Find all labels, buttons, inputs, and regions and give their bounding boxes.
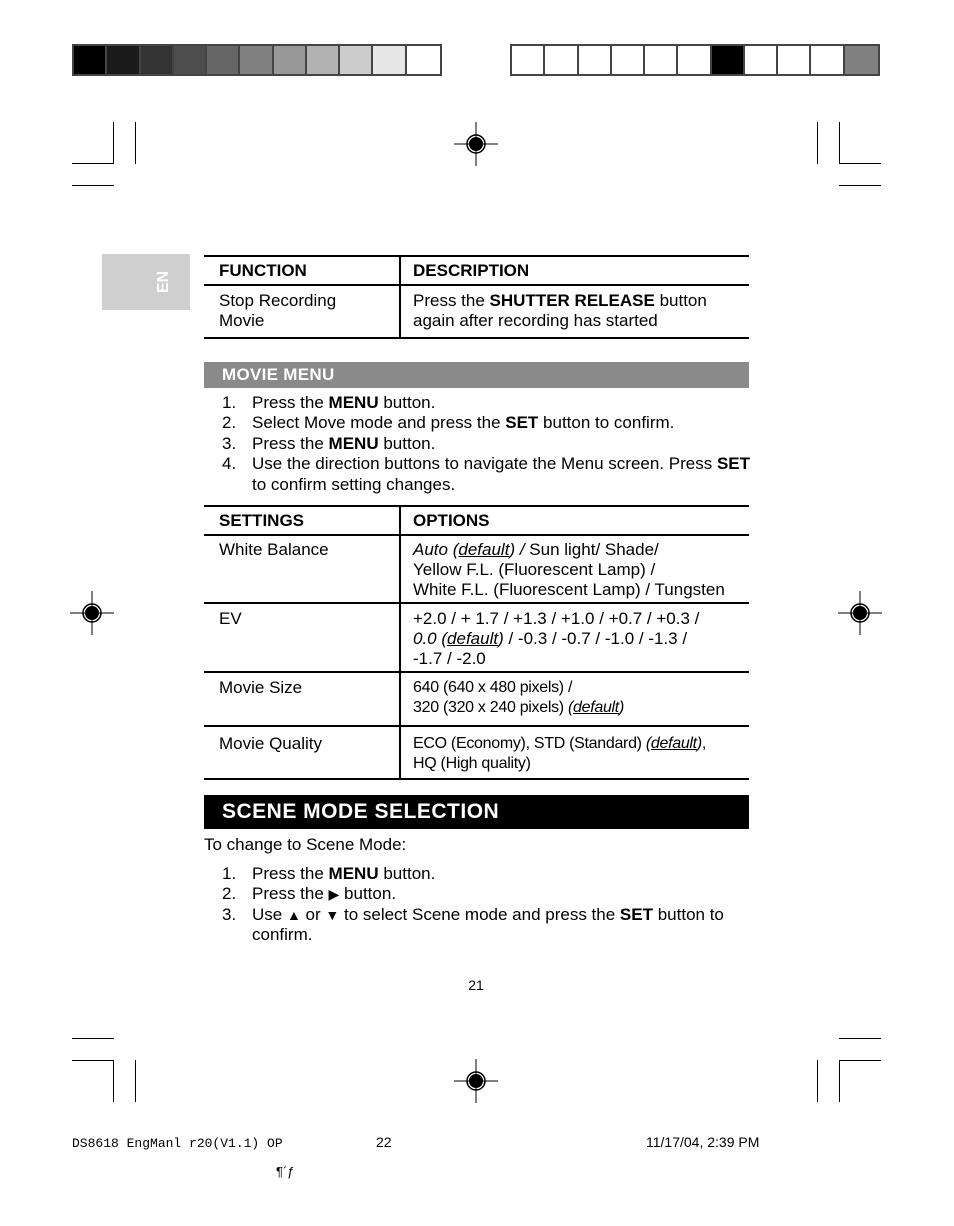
slug-page-number: 22 (376, 1134, 392, 1150)
list-item: 1. Press the MENU button. (222, 864, 436, 883)
calibration-swatch (579, 46, 612, 74)
list-item: 3. Use ▲ or ▼ to select Scene mode and press the SET button to confirm. (222, 904, 724, 945)
scene-mode-steps (204, 864, 764, 946)
calibration-swatch (107, 46, 140, 74)
function-cell: Stop Recording Movie (204, 285, 400, 338)
crop-mark (72, 185, 114, 186)
calibration-swatch (373, 46, 406, 74)
crop-mark (839, 185, 881, 186)
crop-mark (839, 1060, 881, 1061)
crop-mark (839, 1038, 881, 1039)
slug-mark: ¶´ƒ (276, 1164, 295, 1179)
list-item: 1. Press the MENU button. (222, 393, 436, 412)
crop-mark (839, 1060, 840, 1102)
grayscale-calibration-bar (72, 44, 442, 76)
calibration-swatch (645, 46, 678, 74)
list-item: 4. Use the direction buttons to navigate the Menu screen. Press SET to confirm setting changes. (222, 454, 750, 494)
setting-name: Movie Quality (204, 726, 400, 779)
scene-mode-heading: SCENE MODE SELECTION (204, 795, 749, 829)
column-header-options: OPTIONS (400, 506, 749, 535)
crop-mark (817, 1060, 818, 1102)
setting-options: 640 (640 x 480 pixels) / 320 (320 x 240 pixels) (default) (400, 672, 749, 726)
calibration-swatch (845, 46, 878, 74)
language-tab (102, 254, 190, 310)
crop-mark (817, 122, 818, 164)
color-calibration-bar (510, 44, 880, 76)
calibration-swatch (778, 46, 811, 74)
calibration-swatch (141, 46, 174, 74)
table-row (204, 603, 749, 672)
slug-file-name: DS8618 EngManl r20(V1.1) OP (72, 1136, 283, 1151)
calibration-swatch (307, 46, 340, 74)
setting-name: EV (204, 603, 400, 672)
calibration-swatch (545, 46, 578, 74)
crop-mark (135, 1060, 136, 1102)
crop-mark (839, 163, 881, 164)
calibration-swatch (612, 46, 645, 74)
registration-target-icon (454, 122, 498, 166)
calibration-swatch (712, 46, 745, 74)
registration-target-icon (838, 591, 882, 635)
setting-options: Auto (default) / Sun light/ Shade/ Yellow F.L. (Fluorescent Lamp) / White F.L. (Fluorescent Lamp) / Tungsten (400, 535, 749, 603)
table-row (204, 726, 749, 779)
calibration-swatch (745, 46, 778, 74)
calibration-swatch (678, 46, 711, 74)
crop-mark (72, 1038, 114, 1039)
calibration-swatch (340, 46, 373, 74)
crop-mark (72, 1060, 114, 1061)
down-arrow-icon: ▼ (325, 906, 340, 923)
page-number: 21 (468, 977, 484, 993)
table-header-row (204, 256, 749, 285)
calibration-swatch (512, 46, 545, 74)
calibration-swatch (74, 46, 107, 74)
table-row (204, 285, 749, 338)
registration-target-icon (70, 591, 114, 635)
language-tab-label: EN (155, 270, 172, 294)
movie-menu-heading: MOVIE MENU (204, 362, 749, 388)
setting-name: White Balance (204, 535, 400, 603)
column-header-function: FUNCTION (204, 256, 400, 285)
registration-target-icon (454, 1059, 498, 1103)
description-cell: Press the SHUTTER RELEASE button again after recording has started (400, 285, 749, 338)
list-item: 2. Select Move mode and press the SET button to confirm. (222, 413, 675, 433)
crop-mark (72, 163, 114, 164)
crop-mark (839, 122, 840, 164)
column-header-description: DESCRIPTION (400, 256, 749, 285)
function-table (204, 255, 749, 339)
crop-mark (113, 122, 114, 164)
up-arrow-icon: ▲ (286, 906, 301, 923)
table-row (204, 672, 749, 726)
crop-mark (113, 1060, 114, 1102)
calibration-swatch (274, 46, 307, 74)
movie-menu-steps (204, 393, 764, 495)
calibration-swatch (811, 46, 844, 74)
list-item: 2. Press the ▶ button. (222, 884, 397, 904)
crop-mark (135, 122, 136, 164)
table-row (204, 535, 749, 603)
setting-options: ECO (Economy), STD (Standard) (default), HQ (High quality) (400, 726, 749, 779)
table-header-row (204, 506, 749, 535)
calibration-swatch (207, 46, 240, 74)
calibration-swatch (407, 46, 440, 74)
column-header-settings: SETTINGS (204, 506, 400, 535)
setting-options: +2.0 / + 1.7 / +1.3 / +1.0 / +0.7 / +0.3 / 0.0 (default) / -0.3 / -0.7 / -1.0 / -1.3 / -1.7 / -2.0 (400, 603, 749, 672)
list-item: 3. Press the MENU button. (222, 433, 436, 453)
slug-date: 11/17/04, 2:39 PM (646, 1134, 760, 1150)
calibration-swatch (174, 46, 207, 74)
scene-mode-intro: To change to Scene Mode: (204, 835, 407, 854)
setting-name: Movie Size (204, 672, 400, 726)
calibration-swatch (240, 46, 273, 74)
right-arrow-icon: ▶ (328, 886, 340, 903)
settings-table (204, 505, 749, 780)
